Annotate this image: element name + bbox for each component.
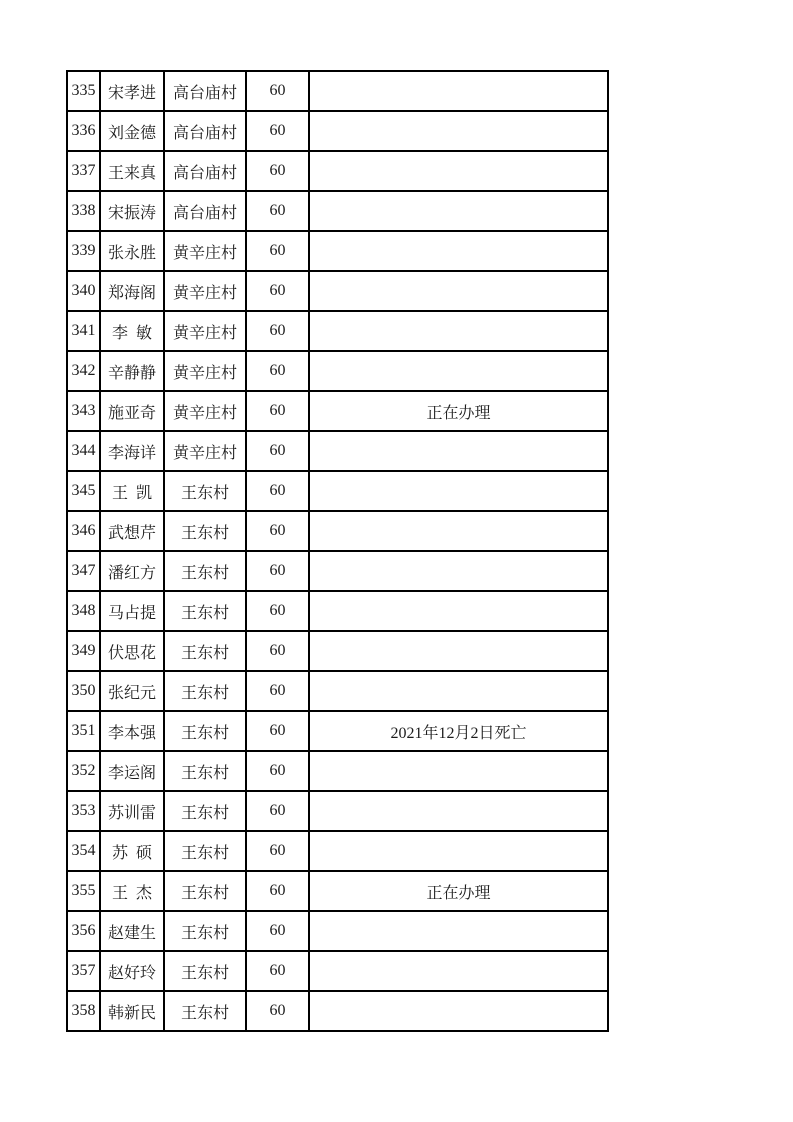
cell-name — [100, 311, 164, 351]
table-row — [67, 71, 608, 111]
cell-name — [100, 151, 164, 191]
person-name: 韩新民 — [107, 1004, 156, 1022]
cell-value: 60 — [246, 311, 309, 351]
cell-number: 339 — [67, 231, 100, 271]
cell-remark — [309, 111, 608, 151]
cell-number: 335 — [67, 71, 100, 111]
cell-village: 高台庙村 — [164, 151, 246, 191]
cell-village: 王东村 — [164, 591, 246, 631]
person-name: 刘金德 — [107, 124, 156, 142]
cell-name — [100, 671, 164, 711]
cell-remark — [309, 911, 608, 951]
cell-value: 60 — [246, 911, 309, 951]
person-name: 宋孝进 — [107, 84, 156, 102]
table-row — [67, 911, 608, 951]
cell-value: 60 — [246, 831, 309, 871]
cell-number: 357 — [67, 951, 100, 991]
cell-remark: 2021年12月2日死亡 — [309, 711, 608, 751]
table-row — [67, 151, 608, 191]
cell-number: 338 — [67, 191, 100, 231]
cell-number: 340 — [67, 271, 100, 311]
cell-value: 60 — [246, 151, 309, 191]
cell-village: 王东村 — [164, 511, 246, 551]
table-row — [67, 271, 608, 311]
cell-village: 黄辛庄村 — [164, 391, 246, 431]
cell-number: 349 — [67, 631, 100, 671]
cell-value: 60 — [246, 551, 309, 591]
table-row — [67, 511, 608, 551]
cell-number: 342 — [67, 351, 100, 391]
person-name: 赵好玲 — [107, 964, 156, 982]
cell-village: 黄辛庄村 — [164, 231, 246, 271]
cell-name — [100, 711, 164, 751]
cell-value: 60 — [246, 271, 309, 311]
cell-number: 355 — [67, 871, 100, 911]
cell-number: 354 — [67, 831, 100, 871]
cell-remark — [309, 791, 608, 831]
cell-value: 60 — [246, 991, 309, 1031]
cell-value: 60 — [246, 791, 309, 831]
person-name: 李海详 — [107, 444, 156, 462]
table-row — [67, 991, 608, 1031]
cell-village: 王东村 — [164, 791, 246, 831]
cell-remark — [309, 431, 608, 471]
person-name: 王凯 — [111, 484, 160, 502]
cell-value: 60 — [246, 671, 309, 711]
cell-name — [100, 591, 164, 631]
person-name: 辛静静 — [107, 364, 156, 382]
table-row — [67, 591, 608, 631]
cell-value: 60 — [246, 711, 309, 751]
person-name: 王来真 — [107, 164, 156, 182]
table-row — [67, 951, 608, 991]
cell-name — [100, 391, 164, 431]
cell-number: 350 — [67, 671, 100, 711]
cell-remark: 正在办理 — [309, 871, 608, 911]
cell-name — [100, 831, 164, 871]
cell-name — [100, 431, 164, 471]
table-row — [67, 551, 608, 591]
cell-number: 336 — [67, 111, 100, 151]
roster-table — [66, 70, 609, 1032]
cell-name — [100, 551, 164, 591]
cell-value: 60 — [246, 751, 309, 791]
cell-village: 王东村 — [164, 991, 246, 1031]
cell-remark — [309, 991, 608, 1031]
cell-village: 王东村 — [164, 471, 246, 511]
cell-village: 黄辛庄村 — [164, 351, 246, 391]
cell-name — [100, 751, 164, 791]
person-name: 宋振涛 — [107, 204, 156, 222]
cell-value: 60 — [246, 871, 309, 911]
person-name: 张永胜 — [107, 244, 156, 262]
cell-remark — [309, 591, 608, 631]
cell-remark — [309, 751, 608, 791]
table-row — [67, 791, 608, 831]
cell-remark — [309, 511, 608, 551]
cell-remark — [309, 71, 608, 111]
table-row — [67, 111, 608, 151]
table-row — [67, 871, 608, 911]
person-name: 伏思花 — [107, 644, 156, 662]
table-row — [67, 631, 608, 671]
cell-village: 黄辛庄村 — [164, 271, 246, 311]
person-name: 李运阁 — [107, 764, 156, 782]
cell-number: 343 — [67, 391, 100, 431]
table-row — [67, 391, 608, 431]
person-name: 马占提 — [107, 604, 156, 622]
person-name: 王杰 — [111, 884, 160, 902]
cell-number: 353 — [67, 791, 100, 831]
cell-name — [100, 271, 164, 311]
cell-village: 王东村 — [164, 551, 246, 591]
table-row — [67, 191, 608, 231]
cell-remark — [309, 631, 608, 671]
cell-village: 王东村 — [164, 871, 246, 911]
cell-number: 341 — [67, 311, 100, 351]
cell-number: 358 — [67, 991, 100, 1031]
cell-name — [100, 71, 164, 111]
cell-remark — [309, 151, 608, 191]
table-row — [67, 351, 608, 391]
cell-remark — [309, 471, 608, 511]
cell-village: 王东村 — [164, 671, 246, 711]
table-row — [67, 831, 608, 871]
cell-value: 60 — [246, 631, 309, 671]
cell-number: 345 — [67, 471, 100, 511]
cell-village: 王东村 — [164, 951, 246, 991]
cell-village: 高台庙村 — [164, 71, 246, 111]
cell-value: 60 — [246, 351, 309, 391]
cell-village: 王东村 — [164, 831, 246, 871]
table-row — [67, 751, 608, 791]
cell-value: 60 — [246, 111, 309, 151]
cell-remark: 正在办理 — [309, 391, 608, 431]
cell-village: 王东村 — [164, 751, 246, 791]
cell-remark — [309, 191, 608, 231]
person-name: 武想芹 — [107, 524, 156, 542]
cell-name — [100, 471, 164, 511]
cell-village: 王东村 — [164, 711, 246, 751]
cell-remark — [309, 231, 608, 271]
cell-number: 348 — [67, 591, 100, 631]
cell-name — [100, 191, 164, 231]
person-name: 郑海阁 — [107, 284, 156, 302]
person-name: 张纪元 — [107, 684, 156, 702]
cell-value: 60 — [246, 71, 309, 111]
cell-name — [100, 351, 164, 391]
cell-value: 60 — [246, 951, 309, 991]
cell-name — [100, 951, 164, 991]
table-row — [67, 231, 608, 271]
cell-remark — [309, 271, 608, 311]
cell-village: 王东村 — [164, 911, 246, 951]
table-row — [67, 711, 608, 751]
cell-village: 高台庙村 — [164, 191, 246, 231]
cell-number: 346 — [67, 511, 100, 551]
cell-value: 60 — [246, 391, 309, 431]
cell-name — [100, 871, 164, 911]
cell-value: 60 — [246, 471, 309, 511]
cell-village: 黄辛庄村 — [164, 431, 246, 471]
cell-number: 344 — [67, 431, 100, 471]
person-name: 李敏 — [111, 324, 160, 342]
cell-value: 60 — [246, 191, 309, 231]
cell-remark — [309, 951, 608, 991]
cell-number: 351 — [67, 711, 100, 751]
cell-number: 352 — [67, 751, 100, 791]
cell-village: 黄辛庄村 — [164, 311, 246, 351]
cell-name — [100, 511, 164, 551]
cell-number: 347 — [67, 551, 100, 591]
cell-name — [100, 631, 164, 671]
cell-value: 60 — [246, 511, 309, 551]
cell-number: 356 — [67, 911, 100, 951]
person-name: 赵建生 — [107, 924, 156, 942]
cell-value: 60 — [246, 431, 309, 471]
cell-name — [100, 231, 164, 271]
cell-remark — [309, 351, 608, 391]
person-name: 苏训雷 — [107, 804, 156, 822]
cell-value: 60 — [246, 591, 309, 631]
cell-remark — [309, 831, 608, 871]
table-row — [67, 671, 608, 711]
person-name: 李本强 — [107, 724, 156, 742]
cell-number: 337 — [67, 151, 100, 191]
person-name: 潘红方 — [107, 564, 156, 582]
table-row — [67, 431, 608, 471]
cell-name — [100, 991, 164, 1031]
person-name: 苏硕 — [111, 844, 160, 862]
cell-name — [100, 791, 164, 831]
cell-remark — [309, 311, 608, 351]
cell-village: 王东村 — [164, 631, 246, 671]
person-name: 施亚奇 — [107, 404, 156, 422]
cell-remark — [309, 671, 608, 711]
cell-name — [100, 111, 164, 151]
cell-village: 高台庙村 — [164, 111, 246, 151]
table-row — [67, 471, 608, 511]
cell-value: 60 — [246, 231, 309, 271]
cell-remark — [309, 551, 608, 591]
cell-name — [100, 911, 164, 951]
table-row — [67, 311, 608, 351]
